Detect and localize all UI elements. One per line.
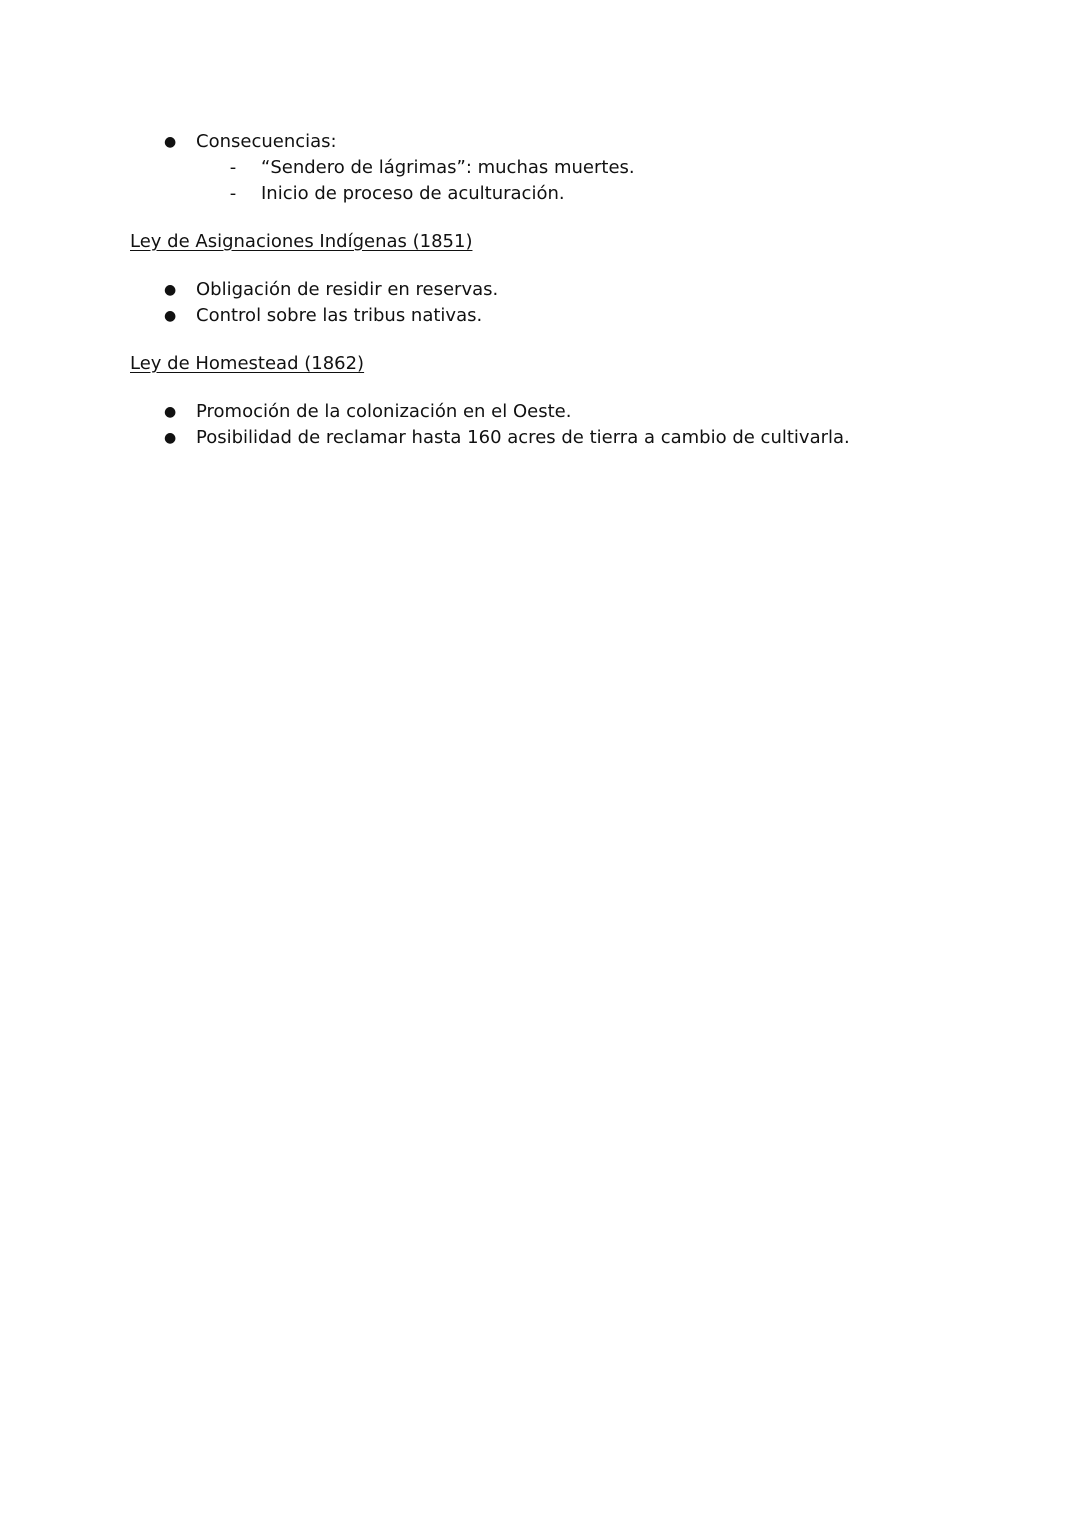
list-item	[130, 425, 1010, 451]
sub-list-text: “Sendero de lágrimas”: muchas muertes.	[261, 157, 635, 178]
list-item	[130, 277, 1010, 303]
list-item	[130, 129, 1010, 155]
list-item	[130, 399, 1010, 425]
list-item-text: Promoción de la colonización en el Oeste.	[196, 401, 572, 422]
bullet-icon: ●	[164, 430, 177, 446]
sub-list-item	[130, 181, 1010, 207]
list-item-text: Control sobre las tribus nativas.	[196, 305, 483, 326]
bullet-icon: ●	[164, 282, 177, 298]
bullet-icon: ●	[164, 404, 177, 420]
consequences-label: Consecuencias:	[196, 131, 337, 152]
section-heading-asignaciones: Ley de Asignaciones Indígenas (1851)	[130, 231, 473, 252]
list-item	[130, 303, 1010, 329]
dash-icon: -	[229, 157, 237, 178]
bullet-icon: ●	[164, 308, 177, 324]
homestead-list	[130, 399, 1010, 451]
bullet-icon: ●	[164, 134, 177, 150]
consequences-block	[130, 129, 1010, 207]
section-heading-homestead: Ley de Homestead (1862)	[130, 353, 365, 374]
sub-list-text: Inicio de proceso de aculturación.	[261, 183, 565, 204]
list-item-text: Obligación de residir en reservas.	[196, 279, 499, 300]
dash-icon: -	[229, 183, 237, 204]
sub-list-item	[130, 155, 1010, 181]
asignaciones-list	[130, 277, 1010, 329]
list-item-text: Posibilidad de reclamar hasta 160 acres de tierra a cambio de cultivarla.	[196, 427, 850, 448]
